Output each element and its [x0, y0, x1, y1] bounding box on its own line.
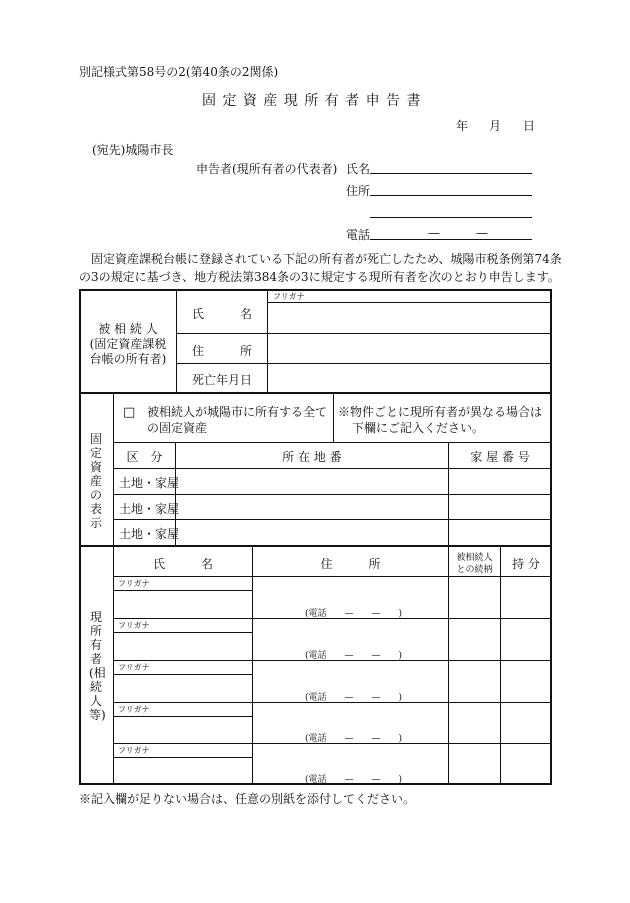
property-note-2: 下欄にご記入ください。 — [352, 421, 485, 435]
date-month-label: 月 — [489, 119, 502, 133]
intro-line-2: の3の規定に基づき、地方税法第384条の3に規定する現所有者を次のとおり申告します。 — [79, 270, 560, 284]
decedent-furigana-field[interactable] — [268, 290, 551, 302]
owner-name-field[interactable] — [114, 633, 252, 660]
owner-share-field[interactable] — [501, 619, 551, 660]
owner-share-field[interactable] — [501, 661, 551, 702]
all-property-text-2: の固定資産 — [147, 421, 208, 435]
owner-phone-label: (電話 — — ) — [305, 651, 403, 661]
owner-relation-field[interactable] — [449, 744, 500, 784]
date-year-label: 年 — [456, 119, 469, 133]
owner-name-field[interactable] — [114, 675, 252, 702]
owner-furigana-label: フリガナ — [118, 621, 150, 630]
owner-furigana-label: フリガナ — [118, 663, 150, 672]
owner-furigana-label: フリガナ — [118, 579, 150, 588]
owner-name-field[interactable] — [114, 717, 252, 743]
decedent-name-field[interactable] — [268, 303, 551, 333]
property-row-type: 土地・家屋 — [119, 476, 180, 490]
property-row-location-field[interactable] — [176, 469, 447, 494]
property-row-location-field[interactable] — [176, 495, 447, 519]
owners-col-address: 住 所 — [320, 557, 381, 571]
property-row-house-number-field[interactable] — [449, 520, 551, 545]
owner-relation-field[interactable] — [449, 661, 500, 702]
owner-relation-field[interactable] — [449, 577, 500, 618]
decedent-name-label: 氏 名 — [191, 307, 252, 321]
property-section-label: 固定資産の表示 — [89, 432, 102, 530]
applicant-phone-dash-1: — — [428, 226, 440, 240]
decedent-section-sublabel-2: 台帳の所有者) — [89, 352, 167, 366]
addressee-label: (宛先)城陽市長 — [92, 143, 174, 157]
owner-phone-label: (電話 — — ) — [305, 693, 403, 703]
owner-name-field[interactable] — [114, 591, 252, 618]
owners-col-name: 氏 名 — [152, 557, 213, 571]
owner-share-field[interactable] — [501, 703, 551, 743]
footer-note: ※記入欄が足りない場合は、任意の別紙を添付してください。 — [79, 792, 416, 806]
owner-share-field[interactable] — [501, 744, 551, 784]
applicant-label: 申告者(現所有者の代表者) — [196, 162, 338, 176]
owner-furigana-label: フリガナ — [118, 705, 150, 714]
owner-name-field[interactable] — [114, 758, 252, 784]
property-col-type: 区 分 — [126, 450, 163, 464]
decedent-address-field[interactable] — [268, 334, 551, 363]
owners-col-relation-1: 被相続人 — [456, 553, 493, 563]
property-col-location: 所 在 地 番 — [282, 450, 342, 464]
applicant-address-field-2[interactable] — [370, 217, 532, 218]
property-col-house-number: 家 屋 番 号 — [470, 450, 530, 464]
date-day-label: 日 — [523, 119, 536, 133]
property-note-1: ※物件ごとに現所有者が異なる場合は — [338, 405, 543, 419]
owner-phone-label: (電話 — — ) — [305, 609, 403, 619]
decedent-death-date-field[interactable] — [268, 364, 551, 392]
property-row-house-number-field[interactable] — [449, 469, 551, 494]
intro-line-1: 固定資産課税台帳に登録されている下記の所有者が死亡したため、城陽市税条例第74条 — [79, 252, 562, 266]
applicant-phone-label: 電話 — [346, 228, 371, 242]
owner-relation-field[interactable] — [449, 619, 500, 660]
decedent-section-label: 被 相 続 人 — [98, 322, 158, 336]
property-row-type: 土地・家屋 — [119, 502, 180, 516]
owner-furigana-label: フリガナ — [118, 746, 150, 755]
applicant-phone-dash-2: — — [476, 226, 488, 240]
owners-col-relation-2: との続柄 — [456, 565, 493, 575]
all-property-text-1: 被相続人が城陽市に所有する全て — [147, 405, 328, 419]
owner-phone-label: (電話 — — ) — [305, 734, 403, 744]
owners-col-share: 持 分 — [512, 557, 540, 571]
decedent-furigana-label: フリガナ — [273, 292, 305, 301]
owner-relation-field[interactable] — [449, 703, 500, 743]
decedent-address-label: 住 所 — [191, 344, 252, 358]
decedent-section-sublabel-1: (固定資産課税 — [89, 337, 167, 351]
applicant-phone-field[interactable] — [370, 239, 532, 240]
applicant-address-label: 住所 — [346, 184, 371, 198]
decedent-death-date-label: 死亡年月日 — [191, 373, 252, 387]
form-number: 別記様式第58号の2(第40条の2関係) — [79, 65, 279, 79]
property-row-house-number-field[interactable] — [449, 495, 551, 519]
all-property-checkbox[interactable]: □ — [123, 405, 136, 420]
owner-share-field[interactable] — [501, 577, 551, 618]
page-title: 固 定 資 産 現 所 有 者 申 告 書 — [202, 93, 422, 109]
owner-phone-label: (電話 — — ) — [305, 775, 403, 785]
property-row-type: 土地・家屋 — [119, 527, 180, 541]
applicant-address-field[interactable] — [370, 195, 532, 196]
applicant-name-label: 氏名 — [346, 162, 371, 176]
owners-section-label: 現所有者(相続人等) — [89, 610, 106, 722]
property-row-location-field[interactable] — [176, 520, 447, 545]
applicant-name-field[interactable] — [370, 173, 532, 174]
